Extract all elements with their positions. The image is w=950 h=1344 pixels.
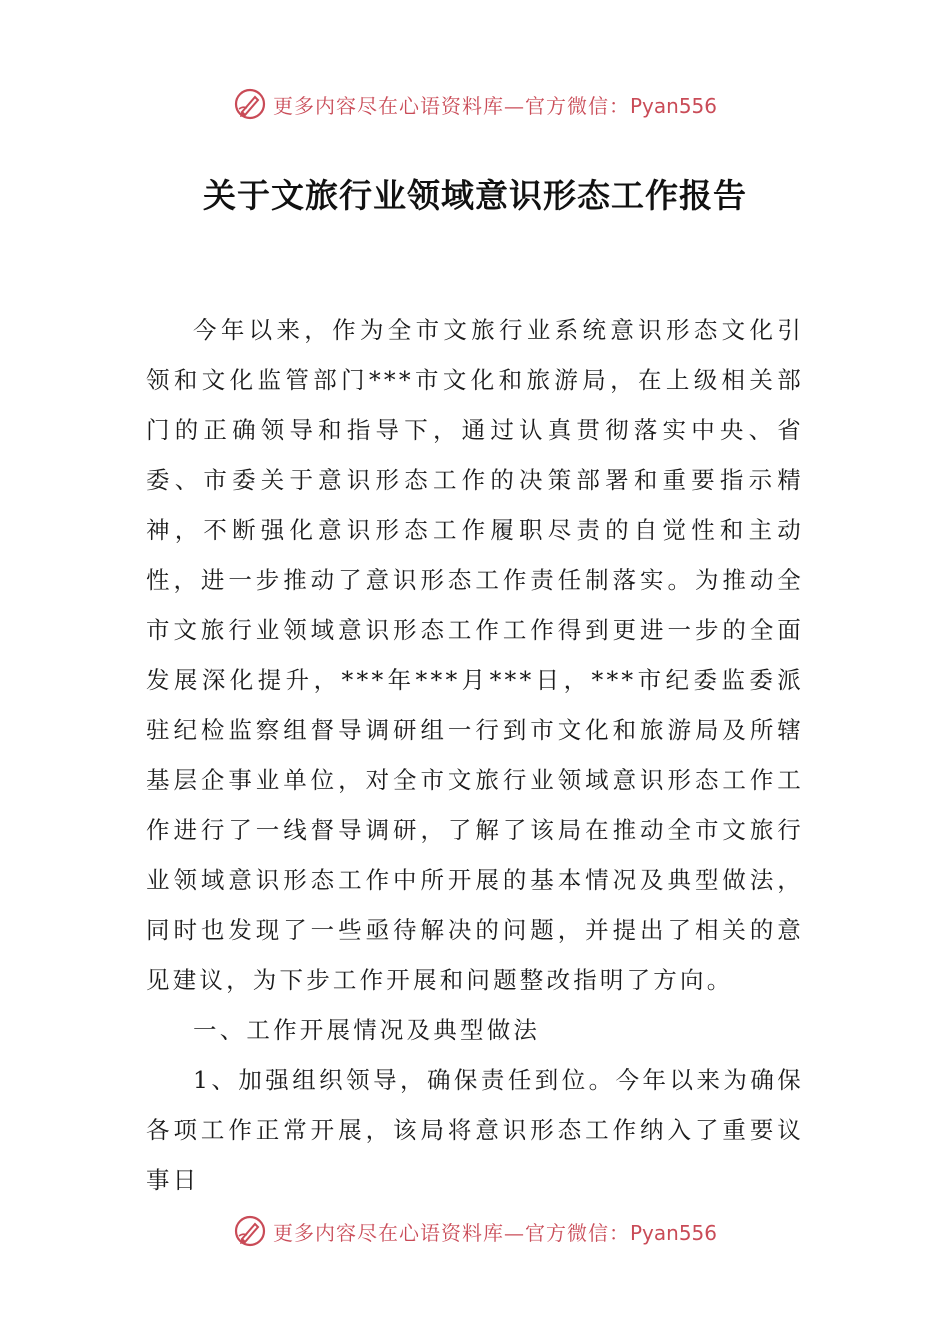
paragraph-point-1: 1、加强组织领导，确保责任到位。今年以来为确保各项工作正常开展，该局将意识形态工作纳入了重要议事日 xyxy=(146,1066,804,1194)
watermark-text: 更多内容尽在心语资料库—官方微信：Pyan556 xyxy=(272,93,717,118)
document-body xyxy=(146,305,804,1205)
watermark-wechat-id: Pyan556 xyxy=(629,1220,717,1245)
pen-logo-icon xyxy=(233,87,267,121)
section-heading: 一、工作开展情况及典型做法 xyxy=(193,1016,541,1044)
watermark-text: 更多内容尽在心语资料库—官方微信：Pyan556 xyxy=(272,1220,717,1245)
watermark-wechat-id: Pyan556 xyxy=(629,93,717,118)
paragraph-intro: 今年以来，作为全市文旅行业系统意识形态文化引领和文化监管部门***市文化和旅游局，在上级相关部门的正确领导和指导下，通过认真贯彻落实中央、省委、市委关于意识形态工作的决策部署和重要指示精神，不断强化意识形态工作履职尽责的自觉性和主动性，进一步推动了意识形态工作责任制落实。为推动全市文旅行业领域意识形态工作工作得到更进一步的全面发展深化提升，***年***月***日，***市纪委监委派驻纪检监察组督导调研组一行到市文化和旅游局及所辖基层企事业单位，对全市文旅行业领域意识形态工作工作进行了一线督导调研，了解了该局在推动全市文旅行业领域意识形态工作中所开展的基本情况及典型做法，同时也发现了一些亟待解决的问题，并提出了相关的意见建议，为下步工作开展和问题整改指明了方向。 xyxy=(146,316,804,994)
watermark-header xyxy=(0,84,950,124)
watermark-footer xyxy=(0,1211,950,1251)
document-title: 关于文旅行业领域意识形态工作报告 xyxy=(203,176,747,215)
pen-logo-icon xyxy=(233,1214,267,1248)
